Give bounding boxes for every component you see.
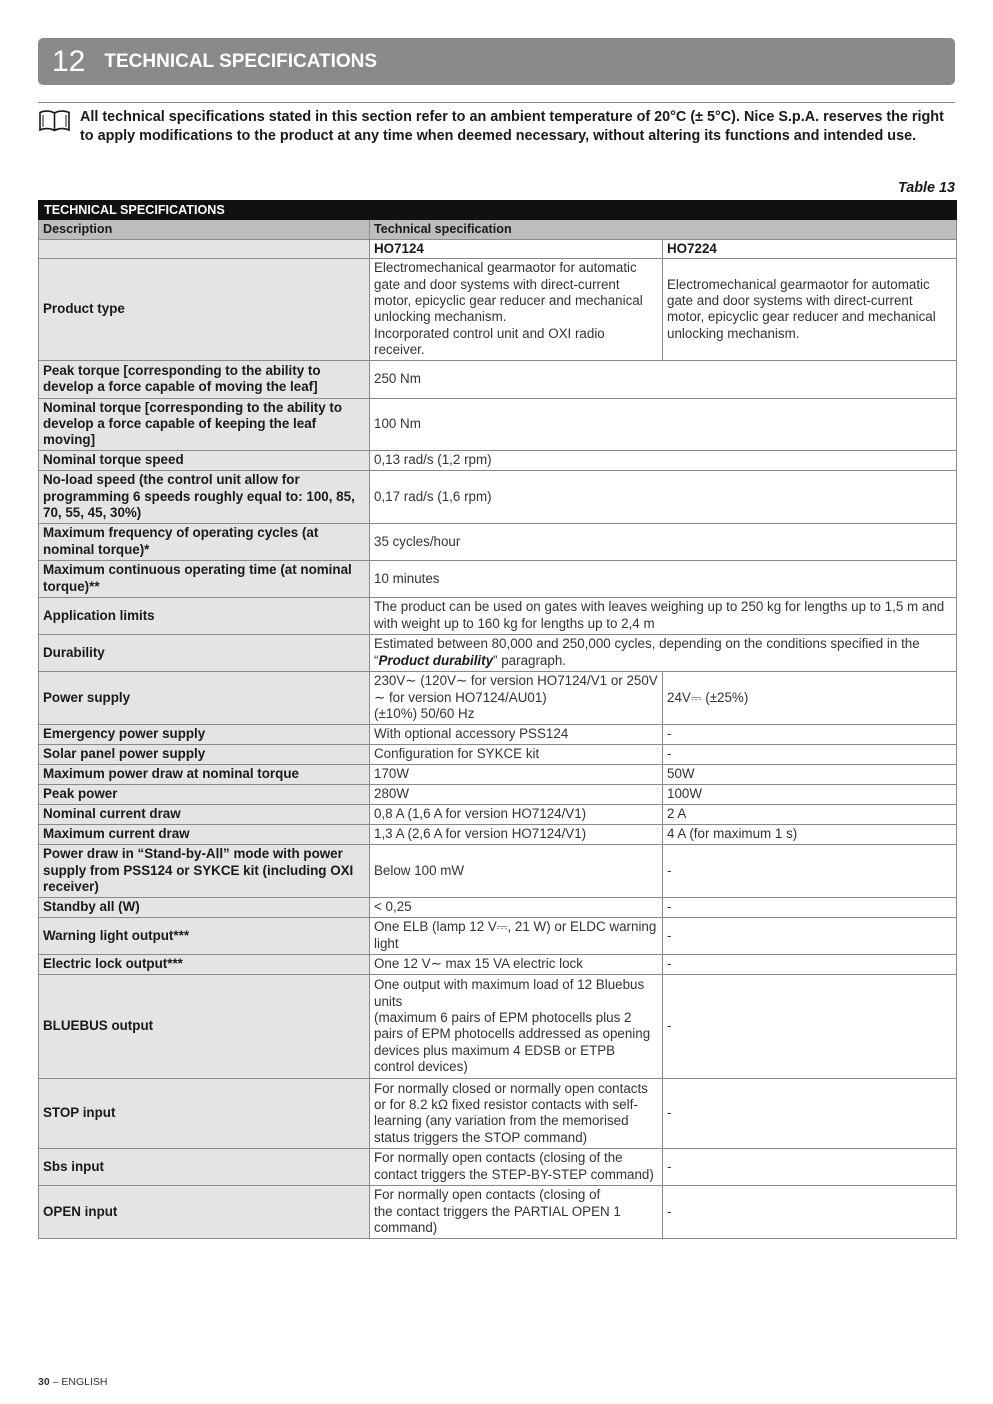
row-description: Solar panel power supply [39, 744, 370, 764]
section-header [38, 38, 955, 85]
row-value-ho7224: - [663, 724, 957, 744]
emphasis-text: Product durability [378, 652, 494, 668]
section-number: 12 [52, 44, 86, 78]
row-value-ho7124: Below 100 mW [370, 844, 663, 897]
row-value-ho7224: - [663, 917, 957, 954]
model-header-row [39, 239, 957, 258]
table-row [39, 597, 957, 634]
row-value-both: 0,13 rad/s (1,2 rpm) [370, 450, 957, 470]
row-description: BLUEBUS output [39, 974, 370, 1078]
table-row [39, 824, 957, 844]
table-row [39, 360, 957, 398]
row-description: Maximum current draw [39, 824, 370, 844]
row-description: Power draw in “Stand-by-All” mode with power supply from PSS124 or SYKCE kit (including OXI receiver) [39, 844, 370, 897]
row-value-ho7224: 50W [663, 764, 957, 784]
row-description: Maximum continuous operating time (at nominal torque)** [39, 560, 370, 597]
table-row [39, 744, 957, 764]
model-header-ho7224: HO7224 [663, 239, 957, 258]
row-value-ho7124: One ELB (lamp 12 V⎓, 21 W) or ELDC warning light [370, 917, 663, 954]
row-description: Warning light output*** [39, 917, 370, 954]
model-header-ho7124: HO7124 [370, 239, 663, 258]
row-description: Nominal torque speed [39, 450, 370, 470]
row-description: Durability [39, 634, 370, 671]
row-value-ho7124: One output with maximum load of 12 Bluebus units (maximum 6 pairs of EPM photocells plus 2 pairs of EPM photocells addressed as opening devices plus maximum 4 EDSB or ETPB control devices) [370, 974, 663, 1078]
table-row [39, 560, 957, 597]
row-value-ho7124: For normally open contacts (closing of the contact triggers the PARTIAL OPEN 1 command) [370, 1185, 663, 1238]
table-row [39, 671, 957, 724]
book-icon [38, 109, 71, 133]
row-value-ho7224: - [663, 974, 957, 1078]
table-row [39, 954, 957, 974]
row-value-both: 250 Nm [370, 360, 957, 398]
row-value-both: 10 minutes [370, 560, 957, 597]
row-value-ho7124: 230V∼ (120V∼ for version HO7124/V1 or 250V ∼ for version HO7124/AU01) (±10%) 50/60 Hz [370, 671, 663, 724]
table-row [39, 259, 957, 360]
table-row [39, 470, 957, 523]
row-description: Maximum power draw at nominal torque [39, 764, 370, 784]
table-banner: TECHNICAL SPECIFICATIONS [39, 201, 957, 220]
row-value-ho7124: With optional accessory PSS124 [370, 724, 663, 744]
row-description: Power supply [39, 671, 370, 724]
row-value-ho7124: 1,3 A (2,6 A for version HO7124/V1) [370, 824, 663, 844]
table-row [39, 804, 957, 824]
row-value-ho7224: - [663, 744, 957, 764]
footer-separator: – [49, 1376, 62, 1388]
row-value-ho7224: - [663, 897, 957, 917]
row-description: No-load speed (the control unit allow for programming 6 speeds roughly equal to: 100, 85, 70, 55, 45, 30%) [39, 470, 370, 523]
row-value-ho7124: Electromechanical gearmaotor for automatic gate and door systems with direct-current motor, epicyclic gear reducer and mechanical unlocking mechanism. Incorporated control unit and OXI radio receiver. [370, 259, 663, 360]
row-value-ho7124: < 0,25 [370, 897, 663, 917]
table-row [39, 724, 957, 744]
row-description: Nominal torque [corresponding to the ability to develop a force capable of keeping the leaf moving] [39, 398, 370, 450]
table-row [39, 398, 957, 450]
column-header-description: Description [39, 220, 370, 239]
table-row [39, 917, 957, 954]
table-row [39, 1185, 957, 1238]
row-description: Sbs input [39, 1148, 370, 1185]
table-row [39, 450, 957, 470]
table-row [39, 1078, 957, 1148]
value-text: ” paragraph. [493, 652, 566, 668]
row-value-ho7124: For normally open contacts (closing of the contact triggers the STEP-BY-STEP command) [370, 1148, 663, 1185]
value-text: Estimated between 80,000 and 250,000 cycles, depending on the conditions specified in the “ [374, 636, 920, 668]
table-row [39, 784, 957, 804]
table-row [39, 523, 957, 560]
row-value-ho7124: Configuration for SYKCE kit [370, 744, 663, 764]
row-value-both: 35 cycles/hour [370, 523, 957, 560]
row-value-ho7224: 2 A [663, 804, 957, 824]
row-value-ho7224: - [663, 1185, 957, 1238]
table-row [39, 1148, 957, 1185]
table-caption: Table 13 [897, 180, 955, 196]
model-header-blank [39, 239, 370, 258]
row-description: Peak torque [corresponding to the ability to develop a force capable of moving the leaf] [39, 360, 370, 398]
row-value-both: The product can be used on gates with leaves weighing up to 250 kg for lengths up to 1,5 m and with weight up to 160 kg for lengths up to 2,4 m [370, 597, 957, 634]
row-value-ho7224: 24V⎓ (±25%) [663, 671, 957, 724]
row-description: Standby all (W) [39, 897, 370, 917]
table-row [39, 634, 957, 671]
row-description: Product type [39, 259, 370, 360]
row-description: Peak power [39, 784, 370, 804]
specifications-table [38, 200, 957, 1239]
row-value-ho7124: For normally closed or normally open contacts or for 8.2 kΩ fixed resistor contacts with self-learning (any variation from the memorised status triggers the STOP command) [370, 1078, 663, 1148]
row-value-ho7224: 100W [663, 784, 957, 804]
page-number: 30 [38, 1376, 50, 1388]
section-title: TECHNICAL SPECIFICATIONS [104, 50, 378, 72]
table-row [39, 897, 957, 917]
row-value-ho7124: 280W [370, 784, 663, 804]
table-row [39, 844, 957, 897]
row-value-both [370, 634, 957, 671]
table-row [39, 764, 957, 784]
row-value-ho7124: One 12 V∼ max 15 VA electric lock [370, 954, 663, 974]
row-value-ho7224: - [663, 1148, 957, 1185]
row-value-ho7224: Electromechanical gearmaotor for automatic gate and door systems with direct-current motor, epicyclic gear reducer and mechanical unlocking mechanism. [663, 259, 957, 360]
row-description: Nominal current draw [39, 804, 370, 824]
page-footer [38, 1376, 107, 1388]
row-description: Electric lock output*** [39, 954, 370, 974]
footer-language: ENGLISH [61, 1376, 108, 1388]
row-description: Maximum frequency of operating cycles (at nominal torque)* [39, 523, 370, 560]
table-row [39, 974, 957, 1078]
column-header-row [39, 220, 957, 239]
row-value-ho7124: 170W [370, 764, 663, 784]
row-description: Emergency power supply [39, 724, 370, 744]
row-description: Application limits [39, 597, 370, 634]
column-header-spec: Technical specification [370, 220, 957, 239]
row-value-both: 100 Nm [370, 398, 957, 450]
row-value-ho7124: 0,8 A (1,6 A for version HO7124/V1) [370, 804, 663, 824]
notice-text: All technical specifications stated in this section refer to an ambient temperature of 20°C (± 5°C). Nice S.p.A. reserves the right to apply modifications to the product at any time when deemed necessary, without altering its functions and intended use. [80, 109, 944, 144]
row-description: STOP input [39, 1078, 370, 1148]
notice-block [38, 102, 955, 145]
row-description: OPEN input [39, 1185, 370, 1238]
row-value-both: 0,17 rad/s (1,6 rpm) [370, 470, 957, 523]
row-value-ho7224: - [663, 1078, 957, 1148]
row-value-ho7224: - [663, 954, 957, 974]
row-value-ho7224: 4 A (for maximum 1 s) [663, 824, 957, 844]
row-value-ho7224: - [663, 844, 957, 897]
table-banner-row [39, 201, 957, 220]
